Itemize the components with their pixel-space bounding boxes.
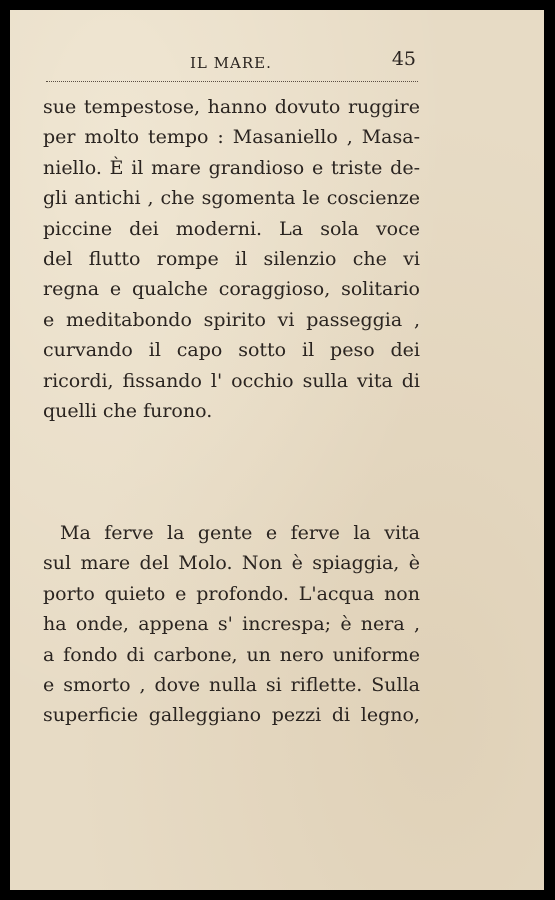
- text-line: e smorto , dove nulla si riflette. Sulla: [43, 673, 420, 696]
- text-line: del flutto rompe il silenzio che vi: [43, 247, 420, 270]
- text-line: a fondo di carbone, un nero uniforme: [43, 643, 420, 666]
- text-line: per molto tempo : Masaniello , Masa-: [43, 126, 420, 149]
- text-line: curvando il capo sotto il peso dei: [43, 339, 420, 362]
- text-line: superficie galleggiano pezzi di legno,: [43, 704, 420, 727]
- text-line: niello. È il mare grandioso e triste de-: [43, 156, 420, 179]
- text-line: e meditabondo spirito vi passeggia ,: [43, 308, 420, 331]
- text-line: ricordi, fissando l' occhio sulla vita di: [43, 369, 420, 392]
- text-line: sue tempestose, hanno dovuto ruggire: [43, 96, 420, 118]
- text-line: quelli che furono.: [43, 399, 213, 422]
- page-header: [10, 48, 544, 78]
- text-line: Ma ferve la gente e ferve la vita: [60, 522, 420, 544]
- text-line: regna e qualche coraggioso, solitario: [43, 278, 420, 301]
- running-title: IL MARE.: [190, 54, 272, 72]
- text-line: piccine dei moderni. La sola voce: [43, 217, 420, 240]
- book-page: [10, 10, 544, 890]
- text-line: gli antichi , che sgomenta le coscienze: [43, 187, 420, 210]
- paragraph-2: [43, 518, 420, 731]
- page-number: 45: [391, 48, 416, 70]
- text-line: porto quieto e profondo. L'acqua non: [43, 582, 420, 605]
- text-line: ha onde, appena s' increspa; è nera ,: [43, 613, 420, 636]
- paragraph-1: [43, 92, 420, 426]
- text-line: sul mare del Molo. Non è spiaggia, è: [43, 552, 420, 575]
- header-rule: [46, 81, 418, 82]
